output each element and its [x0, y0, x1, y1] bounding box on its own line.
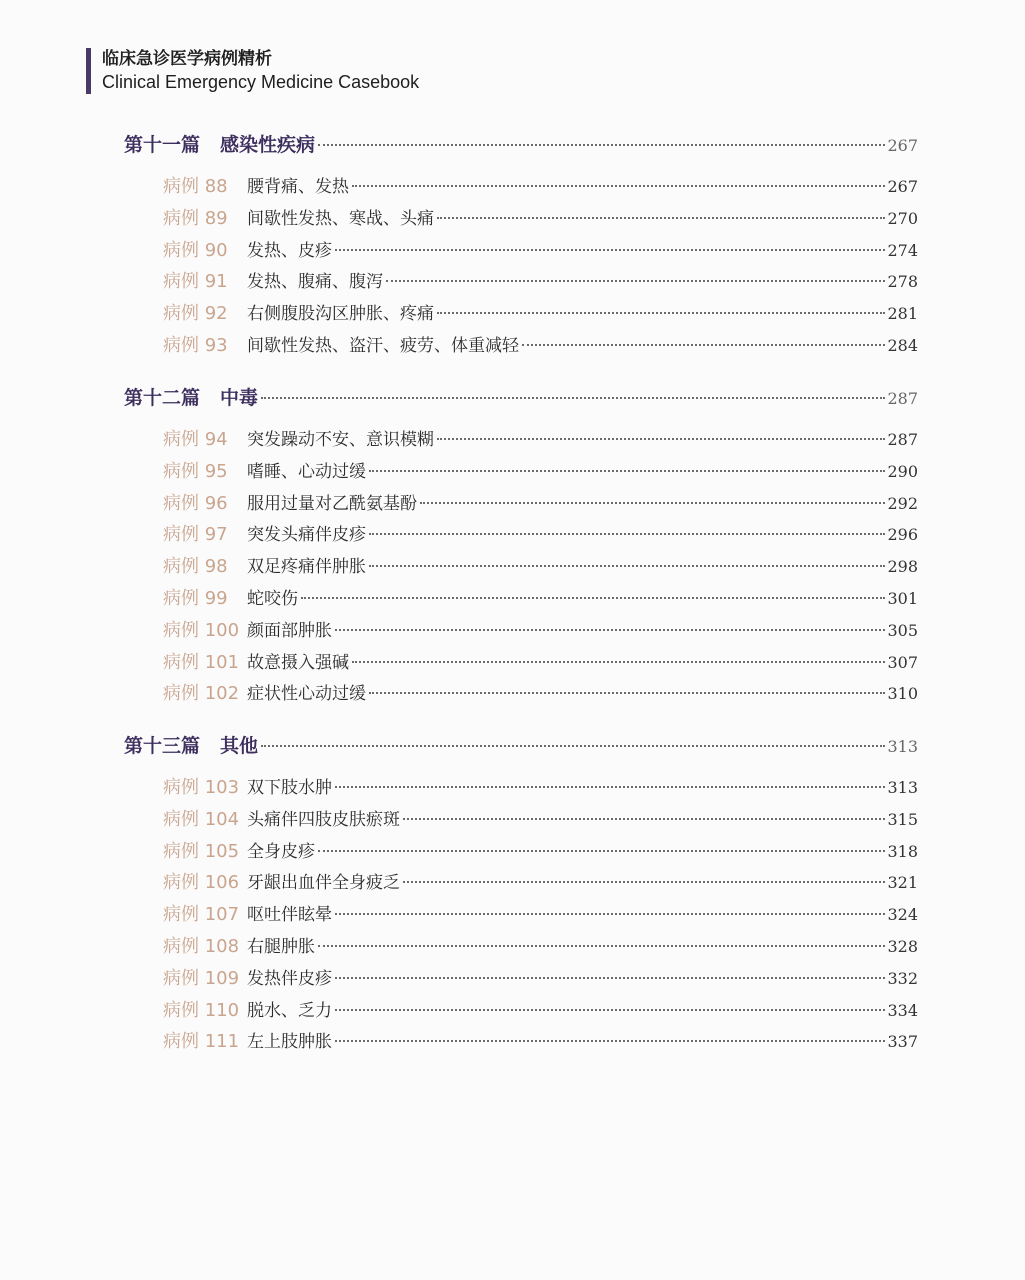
toc-case-entry[interactable]: [163, 489, 918, 515]
case-number: 病例 101: [163, 651, 240, 673]
case-number: 病例 105: [163, 840, 240, 862]
page-number: 284: [887, 336, 918, 355]
dot-leader: [420, 502, 885, 504]
case-number: 病例 93: [163, 335, 228, 356]
toc-case-entry[interactable]: [163, 837, 918, 863]
toc-case-entry[interactable]: [163, 1027, 918, 1053]
dot-leader: [437, 312, 885, 314]
case-title: 腰背痛、发热: [247, 177, 349, 197]
page-number: 267: [887, 136, 918, 155]
toc-case-entry[interactable]: [163, 299, 918, 325]
case-number: 病例 89: [163, 207, 228, 229]
case-number: 病例 95: [163, 460, 228, 482]
case-number: 病例 104: [163, 808, 240, 830]
running-header: [86, 48, 419, 94]
page-number: 267: [887, 177, 918, 196]
page-number: 337: [887, 1032, 918, 1052]
dot-leader: [335, 249, 885, 251]
case-title: 双下肢水肿: [247, 778, 332, 798]
toc-case-entry[interactable]: [163, 172, 918, 198]
case-number: 病例 88: [163, 176, 228, 197]
page-number: 307: [887, 652, 918, 672]
case-number: 病例 97: [163, 524, 228, 546]
case-number: 病例 94: [163, 429, 228, 450]
case-number: 病例 108: [163, 936, 240, 957]
case-title: 牙龈出血伴全身疲乏: [247, 873, 400, 894]
toc-case-entry[interactable]: [163, 267, 918, 293]
toc-part-entry[interactable]: [124, 731, 918, 758]
dot-leader: [403, 818, 885, 820]
page-number: 313: [887, 778, 918, 797]
toc-case-entry[interactable]: [163, 204, 918, 230]
case-title: 左上肢肿胀: [247, 1032, 332, 1053]
page-number: 281: [887, 304, 918, 324]
toc-case-entry[interactable]: [163, 964, 918, 990]
page-number: 301: [887, 589, 918, 608]
page-number: 313: [887, 737, 918, 756]
dot-leader: [335, 977, 885, 979]
dot-leader: [437, 438, 885, 440]
case-title: 间歇性发热、寒战、头痛: [247, 208, 434, 229]
dot-leader: [335, 629, 885, 631]
case-number: 病例 111: [163, 1031, 240, 1053]
case-title: 双足疼痛伴肿胀: [247, 557, 366, 578]
toc-case-entry[interactable]: [163, 520, 918, 546]
book-title-english: Clinical Emergency Medicine Casebook: [102, 72, 420, 92]
case-title: 突发躁动不安、意识模糊: [247, 430, 434, 450]
case-title: 全身皮疹: [247, 841, 315, 862]
part-number: 第十三篇: [124, 735, 201, 757]
part-number: 第十一篇: [124, 134, 201, 156]
dot-leader: [318, 144, 885, 146]
page-number: 290: [887, 461, 918, 481]
case-title: 头痛伴四肢皮肤瘀斑: [247, 809, 400, 830]
page-number: 296: [887, 525, 918, 545]
case-title: 故意摄入强碱: [247, 652, 349, 673]
dot-leader: [261, 745, 885, 747]
page-number: 321: [887, 873, 918, 893]
case-number: 病例 102: [163, 683, 240, 705]
dot-leader: [369, 470, 885, 472]
dot-leader: [369, 533, 885, 535]
case-title: 症状性心动过缓: [247, 684, 366, 705]
toc-case-entry[interactable]: [163, 805, 918, 831]
toc-case-entry[interactable]: [163, 900, 918, 926]
case-number: 病例 106: [163, 872, 240, 894]
case-title: 右腿肿胀: [247, 937, 315, 957]
dot-leader: [335, 913, 885, 915]
page-number: 310: [887, 684, 918, 704]
case-number: 病例 107: [163, 904, 240, 926]
case-number: 病例 99: [163, 588, 228, 609]
dot-leader: [369, 692, 885, 694]
book-title-chinese: 临床急诊医学病例精析: [102, 49, 272, 69]
toc-case-entry[interactable]: [163, 584, 918, 610]
toc-case-entry[interactable]: [163, 616, 918, 642]
page-number: 324: [887, 905, 918, 925]
toc-case-entry[interactable]: [163, 996, 918, 1022]
case-title: 嗜睡、心动过缓: [247, 461, 366, 482]
case-title: 服用过量对乙酰氨基酚: [247, 493, 417, 514]
toc-case-entry[interactable]: [163, 773, 918, 799]
toc-part-entry[interactable]: [124, 383, 918, 410]
case-title: 呕吐伴眩晕: [247, 905, 332, 926]
part-number: 第十二篇: [124, 387, 201, 409]
toc-part-entry[interactable]: [124, 130, 918, 157]
dot-leader: [335, 1040, 885, 1042]
case-number: 病例 110: [163, 999, 240, 1021]
dot-leader: [318, 850, 885, 852]
toc-case-entry[interactable]: [163, 425, 918, 451]
case-title: 发热、腹痛、腹泻: [247, 272, 383, 293]
page-number: 292: [887, 493, 918, 513]
toc-case-entry[interactable]: [163, 331, 918, 357]
case-title: 脱水、乏力: [247, 1000, 332, 1021]
case-title: 颜面部肿胀: [247, 620, 332, 641]
case-number: 病例 91: [163, 271, 228, 293]
toc-case-entry[interactable]: [163, 932, 918, 958]
dot-leader: [403, 881, 885, 883]
page-number: 287: [887, 389, 918, 408]
page-number: 334: [887, 1000, 918, 1020]
toc-case-entry[interactable]: [163, 868, 918, 894]
part-title: 中毒: [220, 387, 259, 409]
case-title: 发热、皮疹: [247, 240, 332, 261]
case-number: 病例 100: [163, 619, 240, 641]
dot-leader: [352, 185, 885, 187]
case-number: 病例 98: [163, 556, 228, 578]
toc-case-entry[interactable]: [163, 457, 918, 483]
part-title: 感染性疾病: [220, 134, 316, 156]
dot-leader: [437, 217, 885, 219]
case-title: 蛇咬伤: [247, 589, 298, 609]
page-number: 315: [887, 809, 918, 829]
page-number: 305: [887, 620, 918, 640]
case-title: 发热伴皮疹: [247, 968, 332, 989]
dot-leader: [301, 597, 885, 599]
dot-leader: [522, 344, 885, 346]
dot-leader: [386, 280, 885, 282]
case-number: 病例 96: [163, 492, 228, 514]
dot-leader: [369, 565, 885, 567]
page-number: 274: [887, 240, 918, 260]
page-number: 318: [887, 841, 918, 861]
case-number: 病例 103: [163, 777, 240, 798]
case-number: 病例 92: [163, 303, 228, 325]
case-title: 间歇性发热、盗汗、疲劳、体重减轻: [247, 336, 519, 356]
page-number: 332: [887, 968, 918, 988]
toc-case-entry[interactable]: [163, 552, 918, 578]
dot-leader: [335, 786, 885, 788]
page-number: 298: [887, 557, 918, 577]
dot-leader: [335, 1009, 885, 1011]
page-number: 270: [887, 208, 918, 228]
dot-leader: [318, 945, 885, 947]
dot-leader: [352, 661, 885, 663]
page-number: 328: [887, 937, 918, 956]
toc-case-entry[interactable]: [163, 679, 918, 705]
toc-case-entry[interactable]: [163, 648, 918, 674]
case-number: 病例 90: [163, 239, 228, 261]
toc-case-entry[interactable]: [163, 236, 918, 262]
dot-leader: [261, 397, 885, 399]
case-title: 突发头痛伴皮疹: [247, 525, 366, 546]
page-number: 287: [887, 430, 918, 449]
page-number: 278: [887, 272, 918, 292]
case-number: 病例 109: [163, 967, 240, 989]
case-title: 右侧腹股沟区肿胀、疼痛: [247, 304, 434, 325]
header-accent-bar: [86, 48, 91, 94]
part-title: 其他: [220, 735, 259, 757]
